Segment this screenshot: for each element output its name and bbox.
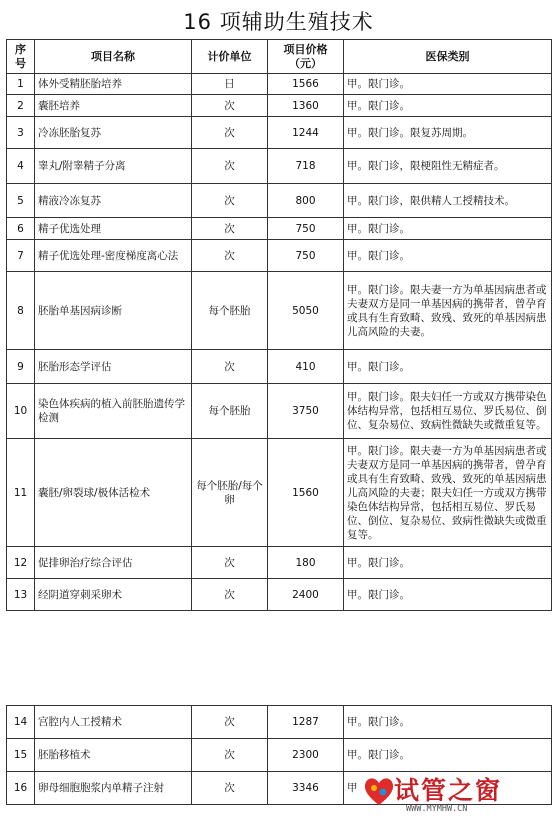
row-seq: 5 [7,184,35,218]
row-name: 卵母细胞胞浆内单精子注射 [35,772,192,805]
row-insurance: 甲。限门诊。限夫妇任一方或双方携带染色体结构异常，包括相互易位、罗氏易位、倒位、复杂易位、致病性微缺失或微重复等。 [344,384,552,439]
row-price: 2400 [268,579,344,611]
row-price: 410 [268,350,344,384]
row-unit: 每个胚胎/每个卵 [192,439,268,547]
table-row [7,439,552,547]
row-name: 囊胚培养 [35,95,192,117]
row-price: 718 [268,149,344,184]
row-price: 1287 [268,706,344,739]
row-name: 经阴道穿刺采卵术 [35,579,192,611]
table-row [7,184,552,218]
row-unit: 日 [192,74,268,95]
row-insurance: 甲。限门诊，限供精人工授精技术。 [344,184,552,218]
row-unit: 次 [192,350,268,384]
row-seq: 12 [7,547,35,579]
table-row [7,117,552,149]
row-name: 促排卵治疗综合评估 [35,547,192,579]
row-name: 胚胎单基因病诊断 [35,272,192,350]
table-row [7,579,552,611]
heart-logo-icon [362,775,396,807]
row-seq: 11 [7,439,35,547]
row-price: 1566 [268,74,344,95]
row-name: 精液冷冻复苏 [35,184,192,218]
row-insurance: 甲。限门诊。 [344,74,552,95]
row-unit: 次 [192,579,268,611]
row-name: 胚胎移植术 [35,739,192,772]
row-price: 750 [268,218,344,240]
row-seq: 15 [7,739,35,772]
row-name: 宫腔内人工授精术 [35,706,192,739]
row-seq: 4 [7,149,35,184]
row-name: 囊胚/卵裂球/极体活检术 [35,439,192,547]
row-unit: 每个胚胎 [192,384,268,439]
row-unit: 次 [192,240,268,272]
row-price: 1560 [268,439,344,547]
watermark-name: 试管之窗 [394,776,503,805]
row-seq: 8 [7,272,35,350]
row-seq: 10 [7,384,35,439]
row-unit: 次 [192,95,268,117]
table-header-row [7,40,552,74]
row-name: 精子优选处理-密度梯度离心法 [35,240,192,272]
row-name: 染色体疾病的植入前胚胎遗传学检测 [35,384,192,439]
row-unit: 次 [192,706,268,739]
row-name: 睾丸/附睾精子分离 [35,149,192,184]
row-unit: 次 [192,184,268,218]
header-seq: 序号 [7,40,35,74]
row-insurance: 甲。限门诊。 [344,547,552,579]
page-title: 16 项辅助生殖技术 [183,10,374,34]
row-price: 750 [268,240,344,272]
table-row [7,739,552,772]
row-unit: 次 [192,772,268,805]
row-price: 3750 [268,384,344,439]
table-row [7,149,552,184]
header-insurance: 医保类别 [344,40,552,74]
table-row [7,218,552,240]
row-unit: 次 [192,739,268,772]
row-price: 3346 [268,772,344,805]
row-insurance: 甲。限门诊。限夫妻一方为单基因病患者或夫妻双方是同一单基因病的携带者，曾孕育或具有生育致畸、致残、致死的单基因病患儿高风险的夫妻。 [344,272,552,350]
row-price: 800 [268,184,344,218]
row-price: 2300 [268,739,344,772]
row-seq: 7 [7,240,35,272]
row-insurance: 甲。限门诊。 [344,218,552,240]
header-unit: 计价单位 [192,40,268,74]
header-price: 项目价格（元） [268,40,344,74]
row-price: 5050 [268,272,344,350]
row-insurance: 甲。限门诊。限复苏周期。 [344,117,552,149]
row-seq: 1 [7,74,35,95]
table-row [7,547,552,579]
row-seq: 3 [7,117,35,149]
table-row [7,384,552,439]
row-seq: 16 [7,772,35,805]
row-insurance: 甲。限门诊。 [344,739,552,772]
table-row [7,706,552,739]
row-name: 精子优选处理 [35,218,192,240]
row-seq: 2 [7,95,35,117]
watermark [354,771,554,819]
row-name: 胚胎形态学评估 [35,350,192,384]
table-row [7,272,552,350]
row-price: 180 [268,547,344,579]
row-price: 1360 [268,95,344,117]
row-insurance: 甲。限门诊。 [344,579,552,611]
row-seq: 13 [7,579,35,611]
fee-table [6,39,552,611]
row-unit: 次 [192,218,268,240]
header-name: 项目名称 [35,40,192,74]
row-name: 冷冻胚胎复苏 [35,117,192,149]
table-row [7,350,552,384]
row-seq: 14 [7,706,35,739]
row-seq: 6 [7,218,35,240]
row-insurance: 甲。限门诊。限夫妻一方为单基因病患者或夫妻双方是同一单基因病的携带者，曾孕育或具有生育致畸、致残、致死的单基因病患儿高风险的夫妻；限夫妇任一方或双方携带染色体结构异常，包括相互易位、罗氏易位、倒位、复杂易位、致病性微缺失或微重复等。 [344,439,552,547]
row-insurance: 甲 [344,772,552,805]
row-insurance: 甲。限门诊。 [344,95,552,117]
row-seq: 9 [7,350,35,384]
row-unit: 次 [192,149,268,184]
row-name: 体外受精胚胎培养 [35,74,192,95]
row-insurance: 甲。限门诊。 [344,706,552,739]
row-insurance: 甲。限门诊。 [344,240,552,272]
table-row [7,95,552,117]
row-insurance: 甲。限门诊。 [344,350,552,384]
row-unit: 次 [192,117,268,149]
row-unit: 每个胚胎 [192,272,268,350]
row-insurance: 甲。限门诊，限梗阻性无精症者。 [344,149,552,184]
table-row [7,240,552,272]
table-row [7,74,552,95]
watermark-url: WWW.MYMHW.CN [406,804,468,814]
row-unit: 次 [192,547,268,579]
row-price: 1244 [268,117,344,149]
